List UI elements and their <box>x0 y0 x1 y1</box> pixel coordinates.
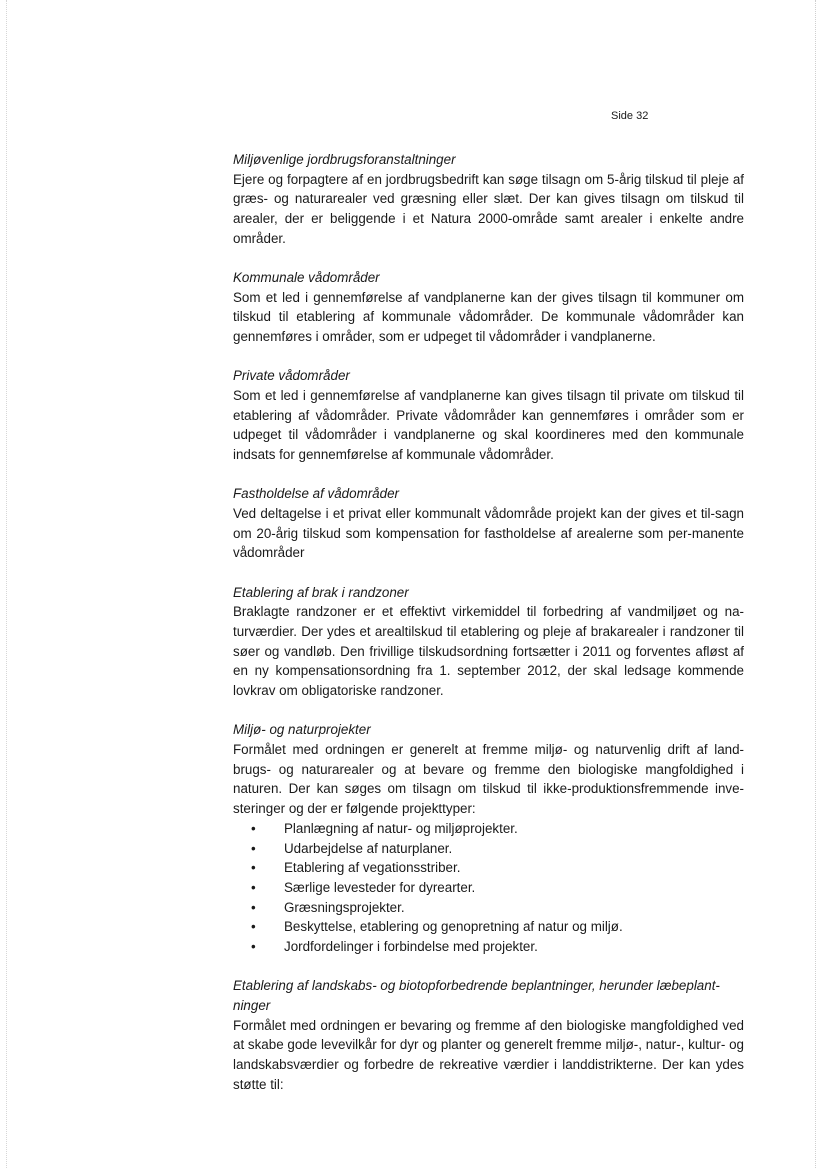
section-kommunale-vaadomraader <box>233 268 744 347</box>
section-miljoevenlige <box>233 150 744 249</box>
list-item: • Planlægning af natur- og miljøprojekter. <box>251 819 744 839</box>
section-brak-randzoner <box>233 583 744 701</box>
list-item: • Særlige levesteder for dyrearter. <box>251 878 744 898</box>
section-body: Formålet med ordningen er generelt at fremme miljø- og naturvenlig drift af land-brugs- og naturarealer og at bevare og fremme den biologiske mangfoldighed i naturen. Der kan søges om tilsagn om tilskud til ikke-produktionsfremmende inve-steringer og der er følgende projekttyper: <box>233 742 744 817</box>
section-body: Ved deltagelse i et privat eller kommunalt vådområde projekt kan der gives et til-sagn om 20-årig tilskud som kompensation for fastholdelse af arealerne som per-manente vådområder <box>233 506 744 561</box>
section-fastholdelse <box>233 484 744 563</box>
project-type-list <box>233 819 744 957</box>
list-item: • Udarbejdelse af naturplaner. <box>251 839 744 859</box>
section-heading: Private vådområder <box>233 368 350 384</box>
section-heading: Kommunale vådområder <box>233 270 380 286</box>
section-heading: Etablering af landskabs- og biotopforbedrende beplantninger, herunder læbeplant-ninger <box>233 978 720 1014</box>
section-heading: Etablering af brak i randzoner <box>233 584 409 600</box>
section-heading: Miljø- og naturprojekter <box>233 722 371 738</box>
section-body: Som et led i gennemførelse af vandplanerne kan gives tilsagn til private om tilskud til etablering af vådområder. Private vådområder kan gennemføres i områder som er udpeget til vådområder i vandplanerne og skal koordineres med den kommunale indsats for gennemførelse af kommunale vådområder. <box>233 388 744 463</box>
section-heading: Miljøvenlige jordbrugsforanstaltninger <box>233 152 456 167</box>
section-body: Braklagte randzoner er et effektivt virkemiddel til forbedring af vandmiljøet og na-turværdier. Der ydes et arealtilskud til etablering og pleje af brakarealer i randzoner til søer og vandløb. Den frivillige tilskudsordning fortsætter i 2011 og forventes afløst af en ny kompensationsordning fra 1. september 2012, der skal ledsage kommende lovkrav om obligatoriske randzoner. <box>233 604 744 699</box>
scan-edge-right <box>815 0 816 1168</box>
list-item: • Beskyttelse, etablering og genopretning af natur og miljø. <box>251 917 744 937</box>
page-number: Side 32 <box>611 110 649 122</box>
list-item: • Etablering af vegationsstriber. <box>251 858 744 878</box>
section-body: Som et led i gennemførelse af vandplanerne kan der gives tilsagn til kommuner om tilskud til etablering af kommunale vådområder. De kommunale vådområder kan gennemføres i områder, som er udpeget til vådområder i vandplanerne. <box>233 289 744 345</box>
list-item: • Jordfordelinger i forbindelse med projekter. <box>251 937 744 957</box>
section-heading: Fastholdelse af vådområder <box>233 486 399 502</box>
list-item: • Græsningsprojekter. <box>251 898 744 918</box>
section-body: Ejere og forpagtere af en jordbrugsbedrift kan søge tilsagn om 5-årig tilskud til pleje af græs- og naturarealer ved græsning eller slæt. Der kan gives tilsagn om tilskud til arealer, der er beliggende i et Natura 2000-område samt arealer i enkelte andre områder. <box>233 171 744 246</box>
scan-edge-left <box>6 0 7 1168</box>
document-body <box>233 150 744 1114</box>
section-beplantninger <box>233 976 744 1094</box>
section-body: Formålet med ordningen er bevaring og fremme af den biologiske mangfoldighed ved at skabe gode levevilkår for dyr og planter og generelt fremme miljø-, natur-, kultur- og landskabsværdier og forbedre de rekreative værdier i landdistrikterne. Der kan ydes støtte til: <box>233 1017 744 1092</box>
section-private-vaadomraader <box>233 366 744 465</box>
section-miljoe-naturprojekter <box>233 720 744 956</box>
